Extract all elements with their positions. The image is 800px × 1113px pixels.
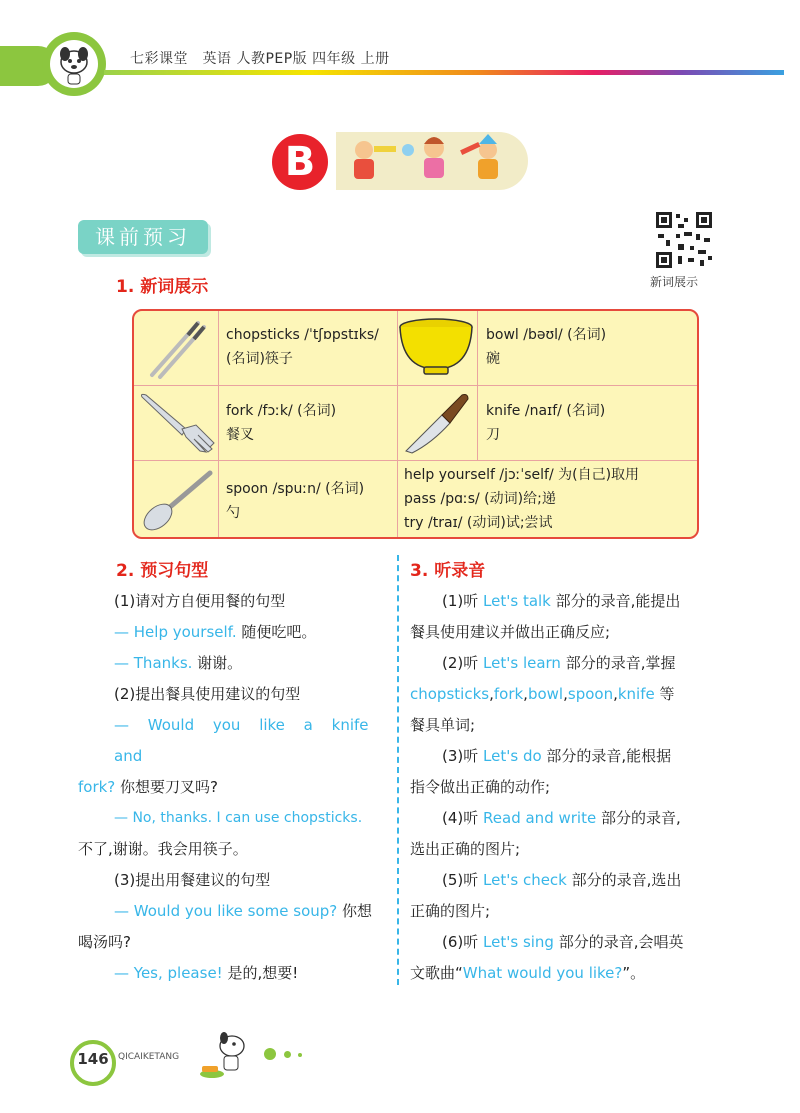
s3-line: (3)听 Let's do 部分的录音,能根据: [442, 747, 672, 765]
section2-body: [78, 586, 390, 989]
s3-line: (5)听 Let's check 部分的录音,选出: [442, 871, 682, 889]
qr-caption: 新词展示: [650, 275, 699, 289]
s2-line: — Help yourself. 随便吃吧。: [114, 623, 317, 641]
s2-line: 喝汤吗?: [78, 933, 131, 951]
s2-line: — Would you like a knife and: [114, 716, 369, 765]
s3-line: (6)听 Let's sing 部分的录音,会唱英: [442, 933, 684, 951]
badge-illustration-strip: [336, 132, 528, 190]
page-number: 146: [77, 1050, 109, 1068]
chopsticks-image: [142, 317, 212, 387]
footer-dot: [284, 1051, 291, 1058]
s2-line: fork? 你想要刀叉吗?: [78, 778, 219, 796]
kids-illustration-icon: [336, 132, 528, 190]
vocab-fork: fork /fɔːk/ (名词) 餐叉: [226, 403, 337, 443]
s2-line: — Thanks. 谢谢。: [114, 654, 243, 672]
footer-mascot: [196, 1030, 256, 1086]
vocab-help-yourself: help yourself /jɔːˈself/ 为(自己)取用: [404, 467, 640, 483]
section3-title: 3. 听录音: [410, 561, 486, 581]
qr-code[interactable]: [654, 210, 714, 270]
s3-line: 文歌曲“What would you like?”。: [410, 964, 646, 982]
footer-dot: [298, 1053, 302, 1057]
vocab-bowl: bowl /bəʊl/ (名词) 碗: [486, 327, 607, 367]
footer-brand: QICAIKETANG: [118, 1052, 180, 1062]
s3-line: 正确的图片;: [410, 902, 491, 920]
s2-line: — Would you like some soup? 你想: [114, 902, 373, 920]
s2-line: 不了,谢谢。我会用筷子。: [78, 840, 248, 858]
vocab-knife: knife /naɪf/ (名词) 刀: [486, 403, 606, 443]
dog-mascot-icon: [50, 40, 98, 88]
s2-line: (3)提出用餐建议的句型: [114, 871, 271, 889]
section2-title: 2. 预习句型: [116, 561, 209, 581]
s3-line: 餐具单词;: [410, 716, 476, 734]
vocab-table: [132, 309, 699, 539]
s3-line: chopsticks,fork,bowl,spoon,knife 等: [410, 685, 675, 703]
fork-image: [138, 391, 216, 461]
vocab-spoon: spoon /spuːn/ (名词) 勺: [226, 481, 365, 521]
knife-icon: [402, 391, 472, 455]
section1-title: 1. 新词展示: [116, 277, 209, 297]
header-rainbow-bar: [104, 70, 784, 75]
section-b-badge: B: [272, 134, 328, 190]
section3-body: [410, 586, 730, 989]
s2-line: — No, thanks. I can use chopsticks.: [114, 810, 363, 826]
section-tag: 课前预习: [78, 220, 208, 254]
column-separator: [397, 555, 399, 985]
knife-image: [402, 391, 472, 463]
vocab-try: try /traɪ/ (动词)试;尝试: [404, 515, 553, 531]
bowl-icon: [396, 317, 476, 379]
qr-code-icon: [654, 210, 714, 270]
chopsticks-icon: [142, 317, 212, 379]
dog-mascot-icon: [196, 1030, 256, 1082]
spoon-icon: [140, 467, 214, 531]
s3-line: (2)听 Let's learn 部分的录音,掌握: [442, 654, 676, 672]
footer-dot: [264, 1048, 276, 1060]
s3-line: 选出正确的图片;: [410, 840, 521, 858]
spoon-image: [140, 467, 214, 539]
bowl-image: [396, 317, 476, 387]
col-divider: [477, 311, 478, 460]
s3-line: 餐具使用建议并做出正确反应;: [410, 623, 611, 641]
header-title: 七彩课堂 英语 人教PEP版 四年级 上册: [130, 51, 390, 67]
s3-line: (1)听 Let's talk 部分的录音,能提出: [442, 592, 681, 610]
vocab-chopsticks: chopsticks /ˈtʃɒpstɪks/ (名词)筷子: [226, 327, 379, 367]
vocab-pass: pass /pɑːs/ (动词)给;递: [404, 491, 556, 507]
vocab-phrases: [404, 463, 639, 535]
col-divider: [218, 311, 219, 537]
s3-line: 指令做出正确的动作;: [410, 778, 551, 796]
s2-line: (1)请对方自便用餐的句型: [114, 592, 286, 610]
s2-line: (2)提出餐具使用建议的句型: [114, 685, 301, 703]
header-logo: [50, 40, 98, 88]
s3-line: (4)听 Read and write 部分的录音,: [442, 809, 681, 827]
fork-icon: [138, 391, 216, 453]
s2-line: — Yes, please! 是的,想要!: [114, 964, 299, 982]
